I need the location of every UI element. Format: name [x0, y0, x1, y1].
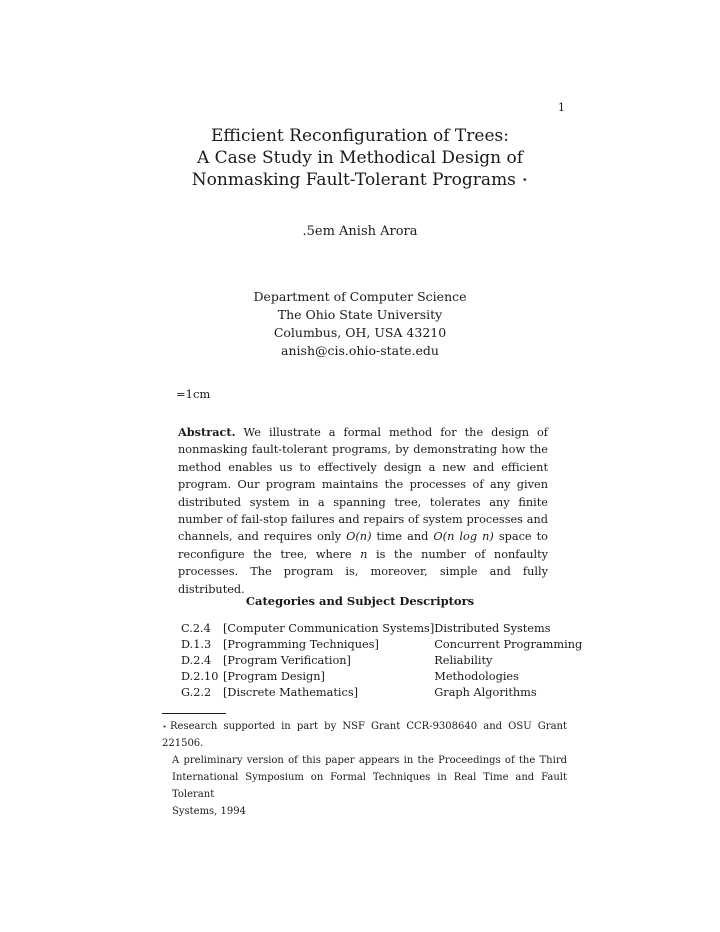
category-topic: Reliability	[434, 654, 493, 667]
category-topic: Graph Algorithms	[434, 686, 537, 699]
abstract-math-2: O(n log n)	[433, 530, 494, 544]
footnote-rule	[162, 713, 226, 714]
page-number: 1	[558, 101, 565, 114]
footnote	[162, 718, 567, 820]
title-line-2: A Case Study in Methodical Design of	[196, 148, 524, 168]
category-code: C.2.4	[181, 622, 211, 635]
table-row	[181, 669, 582, 685]
affiliation-email: anish@cis.ohio-state.edu	[281, 343, 439, 358]
table-row	[181, 621, 582, 637]
category-topic: Distributed Systems	[434, 622, 551, 635]
footnote-mark: ⋆	[162, 722, 168, 731]
footnote-line-3: International Symposium on Formal Techniques in Real Time and Fault Tolerant	[172, 772, 567, 800]
title-line-1: Efficient Reconfiguration of Trees:	[211, 126, 509, 146]
affiliation-university: The Ohio State University	[277, 307, 443, 322]
author: .5em Anish Arora	[302, 224, 418, 239]
categories-heading: Categories and Subject Descriptors	[245, 594, 475, 608]
footnote-line-2: A preliminary version of this paper appears in the Proceedings of the Third	[172, 755, 567, 766]
paper-title	[0, 125, 720, 191]
category-code: D.1.3	[181, 638, 212, 651]
footnote-line-1-text: Research supported in part by NSF Grant CCR-9308640 and OSU Grant 221506.	[162, 721, 567, 749]
category-area: [Computer Communication Systems]	[223, 622, 435, 635]
category-topic: Concurrent Programming	[434, 638, 583, 651]
category-area: [Program Design]	[223, 670, 325, 683]
table-row	[181, 653, 582, 669]
category-area: [Discrete Mathematics]	[223, 686, 359, 699]
abstract-label: Abstract.	[178, 425, 236, 439]
footnote-line-1	[162, 718, 567, 752]
abstract-text-3: space to reconfigure the tree, where	[178, 530, 548, 561]
latex-artifact-text: =1cm	[176, 387, 211, 401]
category-topic: Methodologies	[434, 670, 519, 683]
categories-table	[181, 621, 582, 701]
footnote-line-4: Systems, 1994	[172, 806, 246, 817]
title-line-3-text: Nonmasking Fault-Tolerant Programs	[191, 170, 516, 190]
abstract-text-1: We illustrate a formal method for the design of nonmasking fault-tolerant programs, by demonstrating how the method enables us to effectively design a new and efficient program. Our program maintains the processes of any given distributed system in a spanning tree, tolerates any finite number of fail-stop failures and repairs of system processes and channels, and requires only	[178, 426, 548, 544]
category-code: G.2.2	[181, 686, 212, 699]
category-code: D.2.10	[181, 670, 219, 683]
abstract-text-4: is the number of nonfaulty processes. The program is, moreover, simple and fully distributed.	[178, 547, 548, 596]
title-line-3	[0, 169, 720, 191]
abstract-text-2: time and	[371, 530, 434, 544]
affiliation	[0, 288, 720, 360]
title-footnote-mark: ⋆	[521, 173, 529, 186]
abstract-math-1: O(n)	[346, 530, 372, 544]
abstract	[178, 424, 548, 598]
table-row	[181, 637, 582, 653]
affiliation-address: Columbus, OH, USA 43210	[273, 325, 447, 340]
category-code: D.2.4	[181, 654, 212, 667]
abstract-math-3: n	[360, 547, 368, 561]
affiliation-department: Department of Computer Science	[253, 289, 467, 304]
category-area: [Programming Techniques]	[223, 638, 379, 651]
table-row	[181, 685, 582, 701]
category-area: [Program Verification]	[223, 654, 351, 667]
